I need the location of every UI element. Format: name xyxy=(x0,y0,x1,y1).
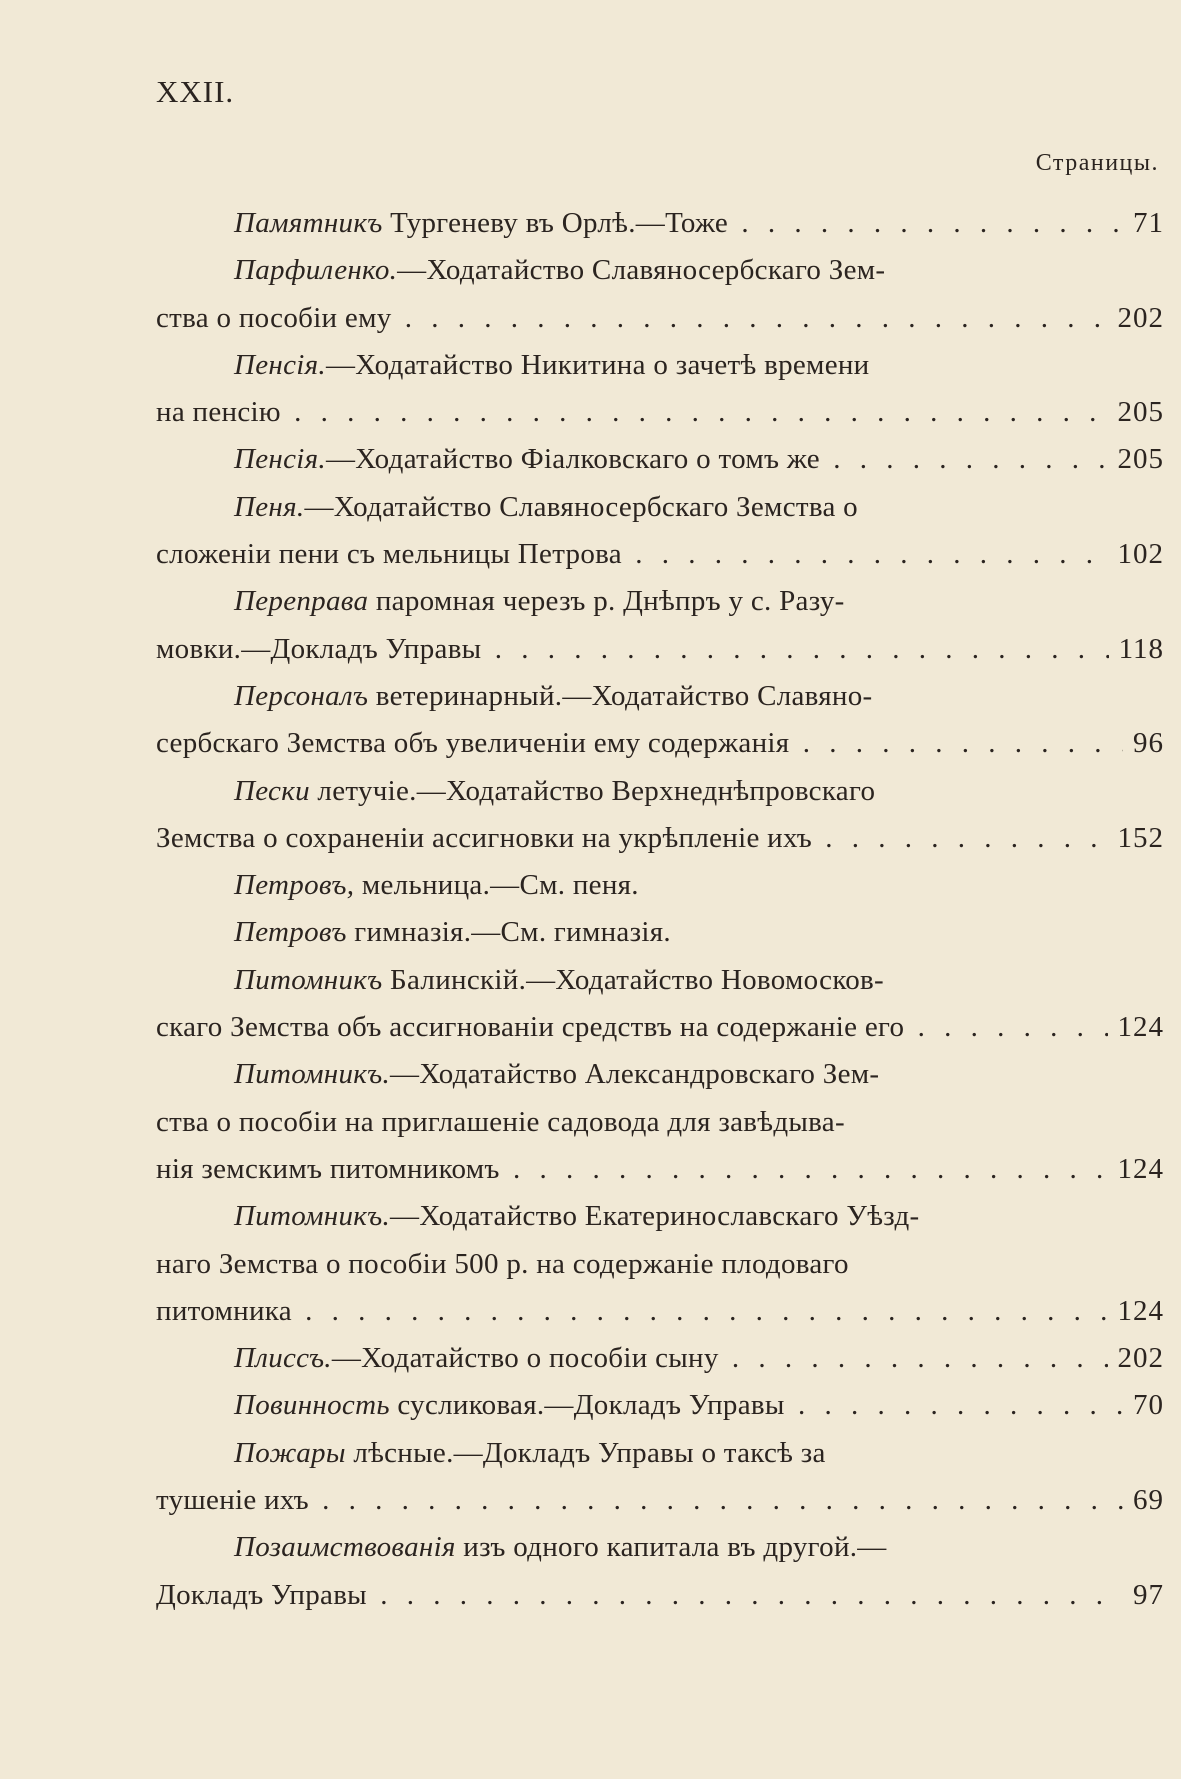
entry-line xyxy=(156,720,1164,767)
entry-text: —Ходатайство Екатеринославскаго Уѣзд- xyxy=(390,1200,920,1233)
entry-text: мовки.—Докладъ Управы . . . xyxy=(156,633,1164,665)
entry-text: сербскаго Земства объ увеличеніи ему содержанія . . . xyxy=(156,727,1164,759)
index-entry xyxy=(156,1051,1164,1193)
entry-page-ref: 205 xyxy=(1108,436,1165,483)
entry-page-ref: 71 xyxy=(1123,200,1164,247)
index-entry xyxy=(156,436,1164,483)
entry-text: сусликовая.—Докладъ Управы . . . xyxy=(390,1389,1164,1421)
entry-line xyxy=(156,389,1164,436)
entry-term: Пенсія. xyxy=(234,348,326,381)
entry-line xyxy=(156,909,1164,956)
pages-column-header: Страницы. xyxy=(1035,150,1159,176)
entry-text: сложеніи пени съ мельницы Петрова . . . xyxy=(156,538,1164,570)
entry-page-ref: 124 xyxy=(1108,1004,1165,1051)
entry-term: Пожары xyxy=(234,1436,346,1469)
entry-text: Земства о сохраненіи ассигновки на укрѣпленіе ихъ . . . xyxy=(156,822,1164,854)
entry-line xyxy=(156,342,1164,389)
entry-text: лѣсные.—Докладъ Управы о таксѣ за xyxy=(345,1436,826,1469)
index-entry xyxy=(156,484,1164,579)
entry-line xyxy=(156,531,1164,578)
entry-text: ства о пособіи ему . . . xyxy=(156,302,1164,334)
entry-page-ref: 202 xyxy=(1108,295,1165,342)
entry-term: Плиссъ. xyxy=(234,1342,332,1375)
entry-term: Пеня. xyxy=(234,490,305,523)
index-entry xyxy=(156,909,1164,956)
entry-line xyxy=(156,1193,1164,1240)
entry-line xyxy=(156,768,1164,815)
entry-line xyxy=(156,1382,1164,1429)
index-entry xyxy=(156,1524,1164,1619)
page-number: XXII. xyxy=(156,74,235,109)
entry-page-ref: 97 xyxy=(1123,1572,1164,1619)
entry-text: —Ходатайство Никитина о зачетѣ времени xyxy=(325,348,870,381)
entry-page-ref: 202 xyxy=(1108,1335,1165,1382)
entry-text: скаго Земства объ ассигнованіи средствъ на содержаніе его . . . xyxy=(156,1011,1164,1043)
entry-text: изъ одного капитала въ другой.— xyxy=(455,1531,887,1564)
entry-line xyxy=(156,295,1164,342)
entry-text: Балинскій.—Ходатайство Новомосков- xyxy=(382,963,884,996)
entry-page-ref: 70 xyxy=(1123,1382,1164,1429)
entry-line xyxy=(156,1572,1164,1619)
entry-term: Персоналъ xyxy=(234,679,369,712)
index-entry xyxy=(156,768,1164,863)
index-entry xyxy=(156,1430,1164,1525)
entry-text: ветеринарный.—Ходатайство Славяно- xyxy=(368,679,873,712)
entry-term: Питомникъ. xyxy=(234,1200,391,1233)
entry-text: паромная черезъ р. Днѣпръ у с. Разу- xyxy=(368,585,845,618)
index-entries xyxy=(156,200,1164,1619)
entry-term: Пенсія. xyxy=(234,443,326,476)
entry-text: —Ходатайство Александровскаго Зем- xyxy=(390,1058,880,1091)
index-entry xyxy=(156,578,1164,673)
index-entry xyxy=(156,1382,1164,1429)
entry-line xyxy=(156,957,1164,1004)
entry-page-ref: 69 xyxy=(1123,1477,1164,1524)
entry-text: тушеніе ихъ . . . xyxy=(156,1484,1164,1516)
entry-term: Питомникъ xyxy=(234,963,383,996)
entry-line xyxy=(156,247,1164,294)
entry-term: Питомникъ. xyxy=(234,1058,391,1091)
entry-line xyxy=(156,1335,1164,1382)
entry-text: на пенсію . . . xyxy=(156,396,1164,428)
entry-text: —Ходатайство Славяносербскаго Земства о xyxy=(304,490,858,523)
entry-line xyxy=(156,1430,1164,1477)
entry-text: гимназія.—См. гимназія. xyxy=(346,916,671,949)
entry-line xyxy=(156,1524,1164,1571)
entry-line xyxy=(156,862,1164,909)
entry-page-ref: 152 xyxy=(1108,815,1165,862)
entry-line xyxy=(156,1099,1164,1146)
entry-term: Петровъ, xyxy=(234,869,355,902)
entry-page-ref: 102 xyxy=(1108,531,1165,578)
entry-term: Пески xyxy=(234,774,310,807)
entry-line xyxy=(156,1288,1164,1335)
entry-line xyxy=(156,1051,1164,1098)
entry-line xyxy=(156,626,1164,673)
entry-text: питомника . . . xyxy=(156,1295,1164,1327)
entry-text: наго Земства о пособіи 500 р. на содержаніе плодоваго xyxy=(156,1247,849,1280)
entry-line xyxy=(156,1241,1164,1288)
entry-term: Петровъ xyxy=(234,916,347,949)
entry-line xyxy=(156,484,1164,531)
entry-text: ства о пособіи на приглашеніе садовода для завѣдыва- xyxy=(156,1105,845,1138)
entry-line xyxy=(156,1146,1164,1193)
entry-term: Позаимствованія xyxy=(234,1531,456,1564)
entry-line xyxy=(156,578,1164,625)
index-entry xyxy=(156,957,1164,1052)
entry-line xyxy=(156,673,1164,720)
index-entry xyxy=(156,200,1164,247)
entry-text: —Ходатайство Славяносербскаго Зем- xyxy=(397,254,886,287)
entry-line xyxy=(156,815,1164,862)
entry-line xyxy=(156,436,1164,483)
index-entry xyxy=(156,673,1164,768)
entry-page-ref: 118 xyxy=(1109,626,1164,673)
index-entry xyxy=(156,1193,1164,1335)
entry-page-ref: 124 xyxy=(1108,1288,1165,1335)
entry-term: Переправа xyxy=(234,585,369,618)
entry-text: нія земскимъ питомникомъ . . . xyxy=(156,1153,1164,1185)
index-entry xyxy=(156,1335,1164,1382)
entry-text: летучіе.—Ходатайство Верхнеднѣпровскаго xyxy=(309,774,876,807)
entry-line xyxy=(156,1477,1164,1524)
entry-page-ref: 96 xyxy=(1123,720,1164,767)
entry-text: —Ходатайство о пособіи сыну . . . xyxy=(332,1342,1164,1374)
entry-term: Памятникъ xyxy=(234,207,383,239)
entry-line xyxy=(156,1004,1164,1051)
index-entry xyxy=(156,342,1164,437)
entry-page-ref: 205 xyxy=(1108,389,1165,436)
entry-line xyxy=(156,200,1164,247)
entry-text: —Ходатайство Фіалковскаго о томъ же . . . xyxy=(326,443,1164,475)
entry-text: мельница.—См. пеня. xyxy=(354,869,639,902)
index-entry xyxy=(156,247,1164,342)
entry-text: Тургеневу въ Орлѣ.—Тоже . . . xyxy=(383,207,1164,239)
entry-term: Повинность xyxy=(234,1389,390,1422)
entry-term: Парфиленко. xyxy=(234,254,398,287)
index-entry xyxy=(156,862,1164,909)
entry-page-ref: 124 xyxy=(1108,1146,1165,1193)
entry-text: Докладъ Управы . . . xyxy=(156,1579,1164,1611)
